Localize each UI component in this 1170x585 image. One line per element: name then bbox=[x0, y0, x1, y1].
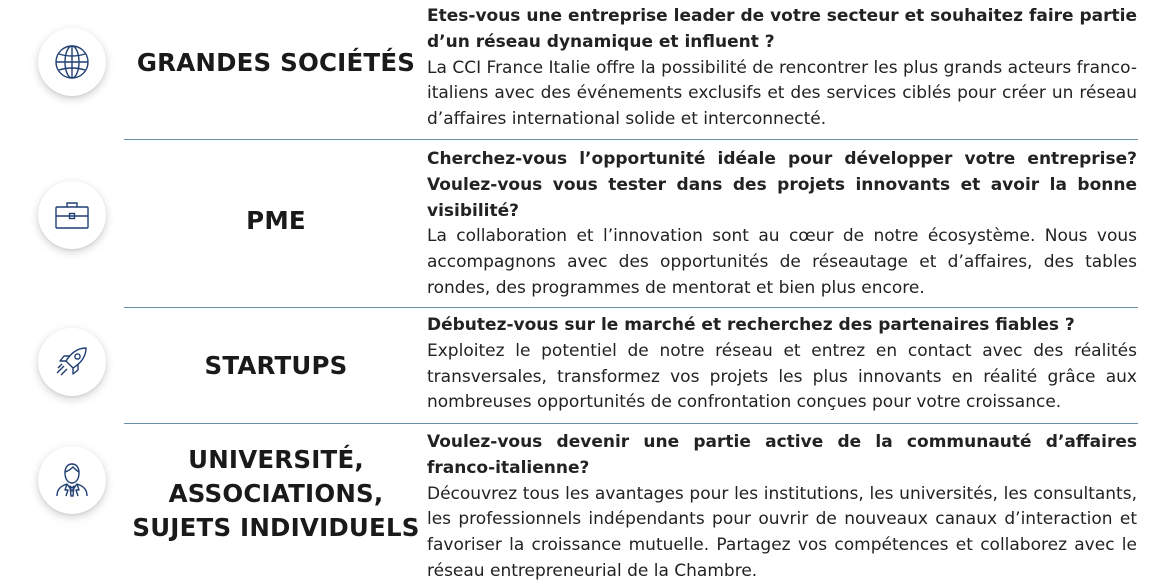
section-description: Exploitez le potentiel de notre réseau et entrez en contact avec des réalités transversales, transformez vos projets les plus innovants en réalité grâce aux nombreuses opportunités de confrontation conçues pour votre croissance. bbox=[427, 340, 1137, 413]
section-question: Etes-vous une entreprise leader de votre secteur et souhaitez faire partie d’un réseau dynamique et influent ? bbox=[427, 6, 1137, 52]
section-text bbox=[427, 313, 1137, 416]
divider bbox=[124, 139, 1138, 140]
section-question: Cherchez-vous l’opportunité idéale pour développer votre entreprise? Voulez-vous vous tester dans des projets innovants et avoir la bonne visibilité? bbox=[427, 149, 1137, 221]
category-title: UNIVERSITÉ, ASSOCIATIONS, SUJETS INDIVIDUELS bbox=[132, 445, 420, 542]
category-title: STARTUPS bbox=[204, 351, 348, 380]
category-title: PME bbox=[246, 206, 306, 235]
section-text bbox=[427, 430, 1137, 585]
person-icon-circle bbox=[38, 446, 106, 514]
section-text bbox=[427, 4, 1137, 133]
section-question: Débutez-vous sur le marché et recherchez des partenaires fiables ? bbox=[427, 315, 1075, 335]
section-description: Découvrez tous les avantages pour les institutions, les universités, les consultants, les professionnels indépendants pour ouvrir de nouveaux canaux d’interaction et favoriser la croissance mutuelle. Partagez vos compétences et collaborez avec le réseau entrepreneurial de la Chambre. bbox=[427, 483, 1137, 581]
rocket-icon-circle bbox=[38, 328, 106, 396]
section-description: La collaboration et l’innovation sont au cœur de notre écosystème. Nous vous accompagnons avec des opportunités de réseautage et d’affaires, des tables rondes, des programmes de mentorat et bien plus encore. bbox=[427, 226, 1137, 298]
divider bbox=[124, 423, 1138, 424]
section-question: Voulez-vous devenir une partie active de la communauté d’affaires franco-italienne? bbox=[427, 432, 1137, 478]
person-icon bbox=[51, 459, 93, 501]
category-title: GRANDES SOCIÉTÉS bbox=[136, 48, 416, 77]
rocket-icon bbox=[51, 341, 93, 383]
divider bbox=[124, 307, 1138, 308]
globe-icon bbox=[51, 41, 93, 83]
briefcase-icon bbox=[51, 194, 93, 236]
section-text bbox=[427, 147, 1137, 302]
globe-icon-circle bbox=[38, 28, 106, 96]
section-description: La CCI France Italie offre la possibilité de rencontrer les plus grands acteurs franco-italiens avec des événements exclusifs et des services ciblés pour créer un réseau d’affaires international solide et interconnecté. bbox=[427, 57, 1137, 130]
briefcase-icon-circle bbox=[38, 181, 106, 249]
